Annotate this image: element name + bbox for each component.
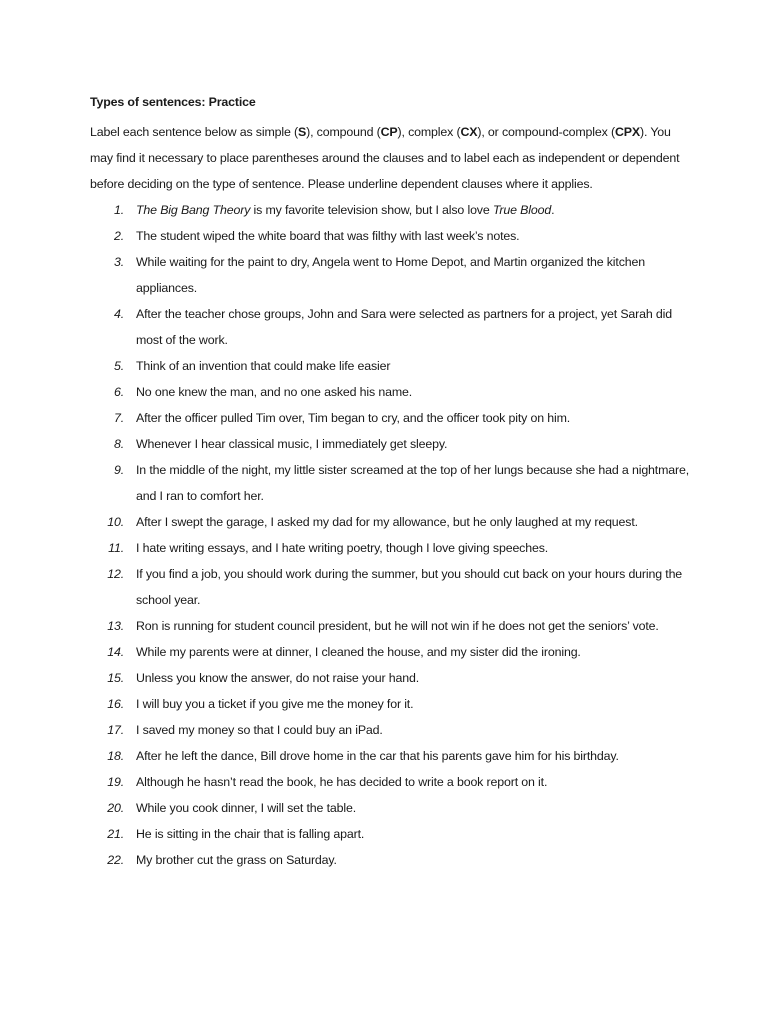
item-number: 7.	[113, 411, 124, 425]
label-code: CP	[380, 125, 398, 139]
list-item	[90, 847, 690, 873]
list-item	[90, 535, 690, 561]
text-segment: I hate writing essays, and I hate writing poetry, though I love giving speeches.	[136, 541, 549, 555]
item-number: 17.	[107, 723, 124, 737]
list-item	[90, 457, 690, 509]
sentence-text	[136, 359, 390, 373]
label-code: S	[297, 125, 307, 139]
instructions-paragraph	[90, 119, 690, 197]
list-item	[90, 613, 690, 639]
item-number: 4.	[113, 307, 124, 321]
item-number: 20.	[107, 801, 124, 815]
item-number: 13.	[107, 619, 124, 633]
text-segment: The student wiped the white board that was filthy with last week’s notes.	[136, 229, 520, 243]
text-segment: Think of an invention that could make life easier	[136, 359, 391, 373]
item-number: 9.	[113, 463, 124, 477]
list-item	[90, 249, 690, 301]
sentence-text	[136, 385, 412, 399]
sentence-text	[136, 827, 364, 841]
list-item	[90, 717, 690, 743]
list-item	[90, 639, 690, 665]
sentence-text	[136, 801, 356, 815]
text-segment: In the middle of the night, my little sister screamed at the top of her lungs because she had a nightmare, and I ran to comfort her.	[136, 463, 690, 503]
sentence-text	[136, 567, 682, 607]
text-segment: After the teacher chose groups, John and Sara were selected as partners for a project, yet Sarah did most of the work.	[136, 307, 673, 347]
item-number: 16.	[107, 697, 124, 711]
text-segment: ). You may find it necessary to place parentheses around the clauses and to label each as independent or dependent before deciding on the type of sentence. Please underline dependent clauses where it applies.	[90, 125, 680, 191]
list-item	[90, 743, 690, 769]
sentence-text	[136, 515, 638, 529]
label-code: CPX	[614, 125, 640, 139]
text-segment: I saved my money so that I could buy an iPad.	[136, 723, 383, 737]
sentence-text	[136, 411, 570, 425]
list-item	[90, 431, 690, 457]
italic-title: The Big Bang Theory	[136, 203, 251, 217]
item-number: 5.	[113, 359, 124, 373]
text-segment: While waiting for the paint to dry, Angela went to Home Depot, and Martin organized the kitchen appliances.	[136, 255, 645, 295]
text-segment: is my favorite television show, but I also love	[250, 203, 493, 217]
item-number: 12.	[107, 567, 124, 581]
sentence-text	[136, 749, 619, 763]
list-item	[90, 561, 690, 613]
list-item	[90, 197, 690, 223]
text-segment: Unless you know the answer, do not raise your hand.	[136, 671, 420, 685]
list-item	[90, 795, 690, 821]
sentence-text	[136, 645, 581, 659]
list-item	[90, 353, 690, 379]
list-item	[90, 691, 690, 717]
sentence-text	[136, 671, 419, 685]
text-segment: After the officer pulled Tim over, Tim began to cry, and the officer took pity on him.	[136, 411, 571, 425]
text-segment: ), or compound-complex (	[477, 125, 615, 139]
list-item	[90, 405, 690, 431]
list-item	[90, 509, 690, 535]
text-segment: Ron is running for student council president, but he will not win if he does not get the seniors’ vote.	[136, 619, 659, 633]
sentence-text	[136, 723, 383, 737]
item-number: 1.	[113, 203, 124, 217]
text-segment: If you find a job, you should work during the summer, but you should cut back on your hours during the school year.	[136, 567, 683, 607]
item-number: 19.	[107, 775, 124, 789]
item-number: 22.	[107, 853, 124, 867]
sentence-text	[136, 619, 659, 633]
sentence-text	[136, 307, 672, 347]
text-segment: My brother cut the grass on Saturday.	[136, 853, 337, 867]
item-number: 18.	[107, 749, 124, 763]
list-item	[90, 769, 690, 795]
text-segment: After he left the dance, Bill drove home in the car that his parents gave him for his birthday.	[136, 749, 619, 763]
italic-title: True Blood	[492, 203, 552, 217]
sentence-text	[136, 463, 689, 503]
sentence-text	[136, 437, 447, 451]
item-number: 8.	[113, 437, 124, 451]
label-code: CX	[460, 125, 478, 139]
item-number: 21.	[107, 827, 124, 841]
sentence-text	[136, 697, 413, 711]
list-item	[90, 301, 690, 353]
text-segment: ), complex (	[397, 125, 461, 139]
sentence-text	[136, 203, 554, 217]
text-segment: .	[551, 203, 555, 217]
item-number: 15.	[107, 671, 124, 685]
sentence-list	[90, 197, 690, 873]
list-item	[90, 379, 690, 405]
item-number: 11.	[108, 541, 124, 555]
text-segment: Whenever I hear classical music, I immediately get sleepy.	[136, 437, 448, 451]
item-number: 3.	[113, 255, 124, 269]
sentence-text	[136, 853, 337, 867]
list-item	[90, 821, 690, 847]
item-number: 14.	[107, 645, 124, 659]
text-segment: He is sitting in the chair that is falling apart.	[136, 827, 365, 841]
sentence-text	[136, 541, 548, 555]
text-segment: Although he hasn’t read the book, he has decided to write a book report on it.	[136, 775, 548, 789]
text-segment: ), compound (	[306, 125, 381, 139]
text-segment: No one knew the man, and no one asked his name.	[136, 385, 413, 399]
text-segment: While you cook dinner, I will set the table.	[136, 801, 356, 815]
text-segment: After I swept the garage, I asked my dad for my allowance, but he only laughed at my request.	[136, 515, 638, 529]
text-segment: While my parents were at dinner, I cleaned the house, and my sister did the ironing.	[136, 645, 581, 659]
document-page	[90, 93, 690, 873]
page-title: Types of sentences: Practice	[90, 95, 256, 109]
text-segment: Label each sentence below as simple (	[90, 125, 298, 139]
list-item	[90, 665, 690, 691]
sentence-text	[136, 229, 519, 243]
sentence-text	[136, 255, 645, 295]
item-number: 2.	[113, 229, 124, 243]
text-segment: I will buy you a ticket if you give me the money for it.	[136, 697, 414, 711]
sentence-text	[136, 775, 547, 789]
item-number: 6.	[113, 385, 124, 399]
item-number: 10.	[107, 515, 124, 529]
list-item	[90, 223, 690, 249]
